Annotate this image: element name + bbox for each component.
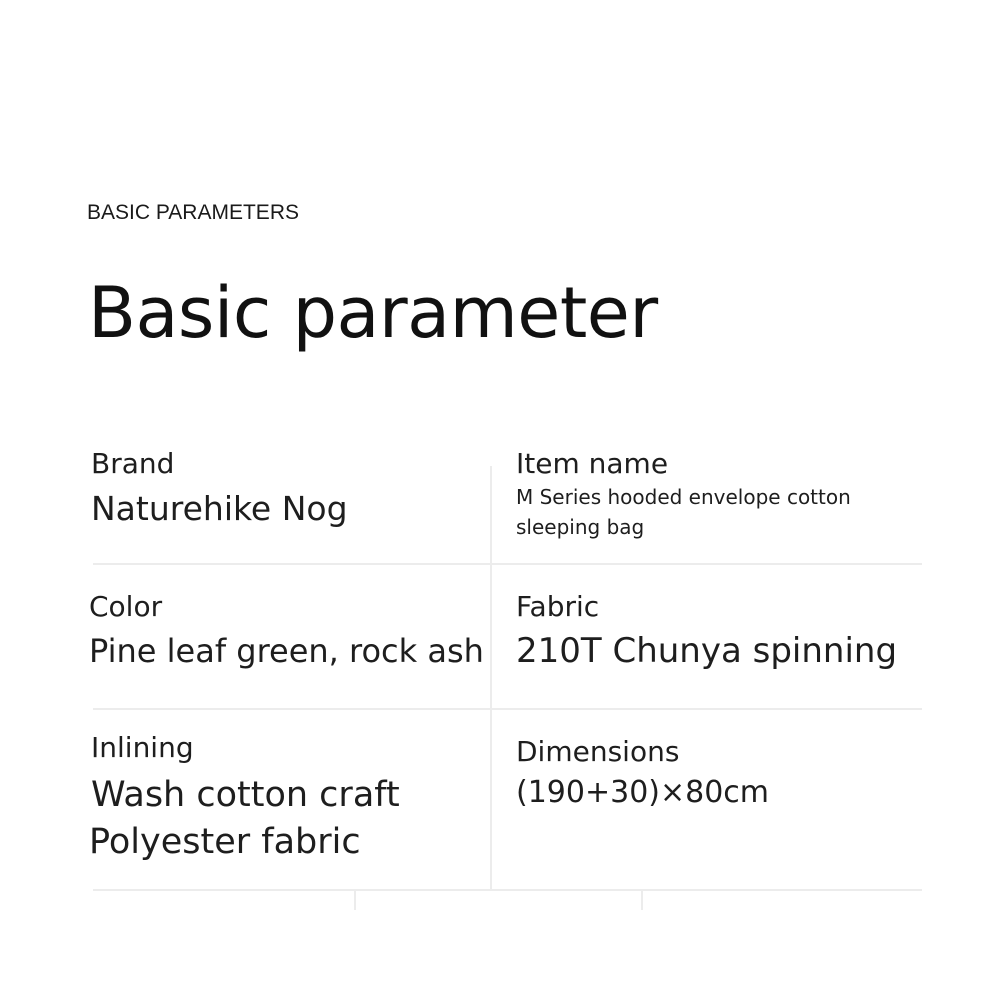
param-label: Item name [516, 447, 669, 480]
param-value: Pine leaf green, rock ash [89, 631, 484, 670]
param-dimensions [516, 737, 769, 814]
row-divider [93, 889, 922, 891]
column-divider [641, 890, 643, 910]
param-value: 210T Chunya spinning [516, 630, 898, 671]
param-inlining [91, 733, 400, 867]
param-value: M Series hooded envelope cotton sleeping bag [516, 484, 851, 539]
column-divider [490, 466, 492, 890]
param-label: Fabric [516, 590, 600, 623]
param-fabric [516, 592, 897, 675]
row-divider [93, 563, 922, 565]
param-value: Polyester fabric [89, 822, 361, 863]
param-brand [91, 449, 348, 533]
param-label: Color [89, 590, 163, 623]
param-value: Naturehike Nog [91, 488, 348, 528]
param-label: Inlining [91, 731, 194, 764]
column-divider [354, 890, 356, 910]
row-divider [93, 708, 922, 710]
param-label: Brand [91, 447, 175, 480]
param-value: (190+30)×80cm [516, 774, 770, 810]
section-eyebrow: BASIC PARAMETERS [87, 201, 299, 224]
param-color [89, 592, 484, 674]
page-title: Basic parameter [88, 272, 658, 354]
param-item-name [516, 449, 926, 542]
param-label: Dimensions [516, 735, 680, 768]
param-value: Wash cotton craft [91, 774, 400, 815]
